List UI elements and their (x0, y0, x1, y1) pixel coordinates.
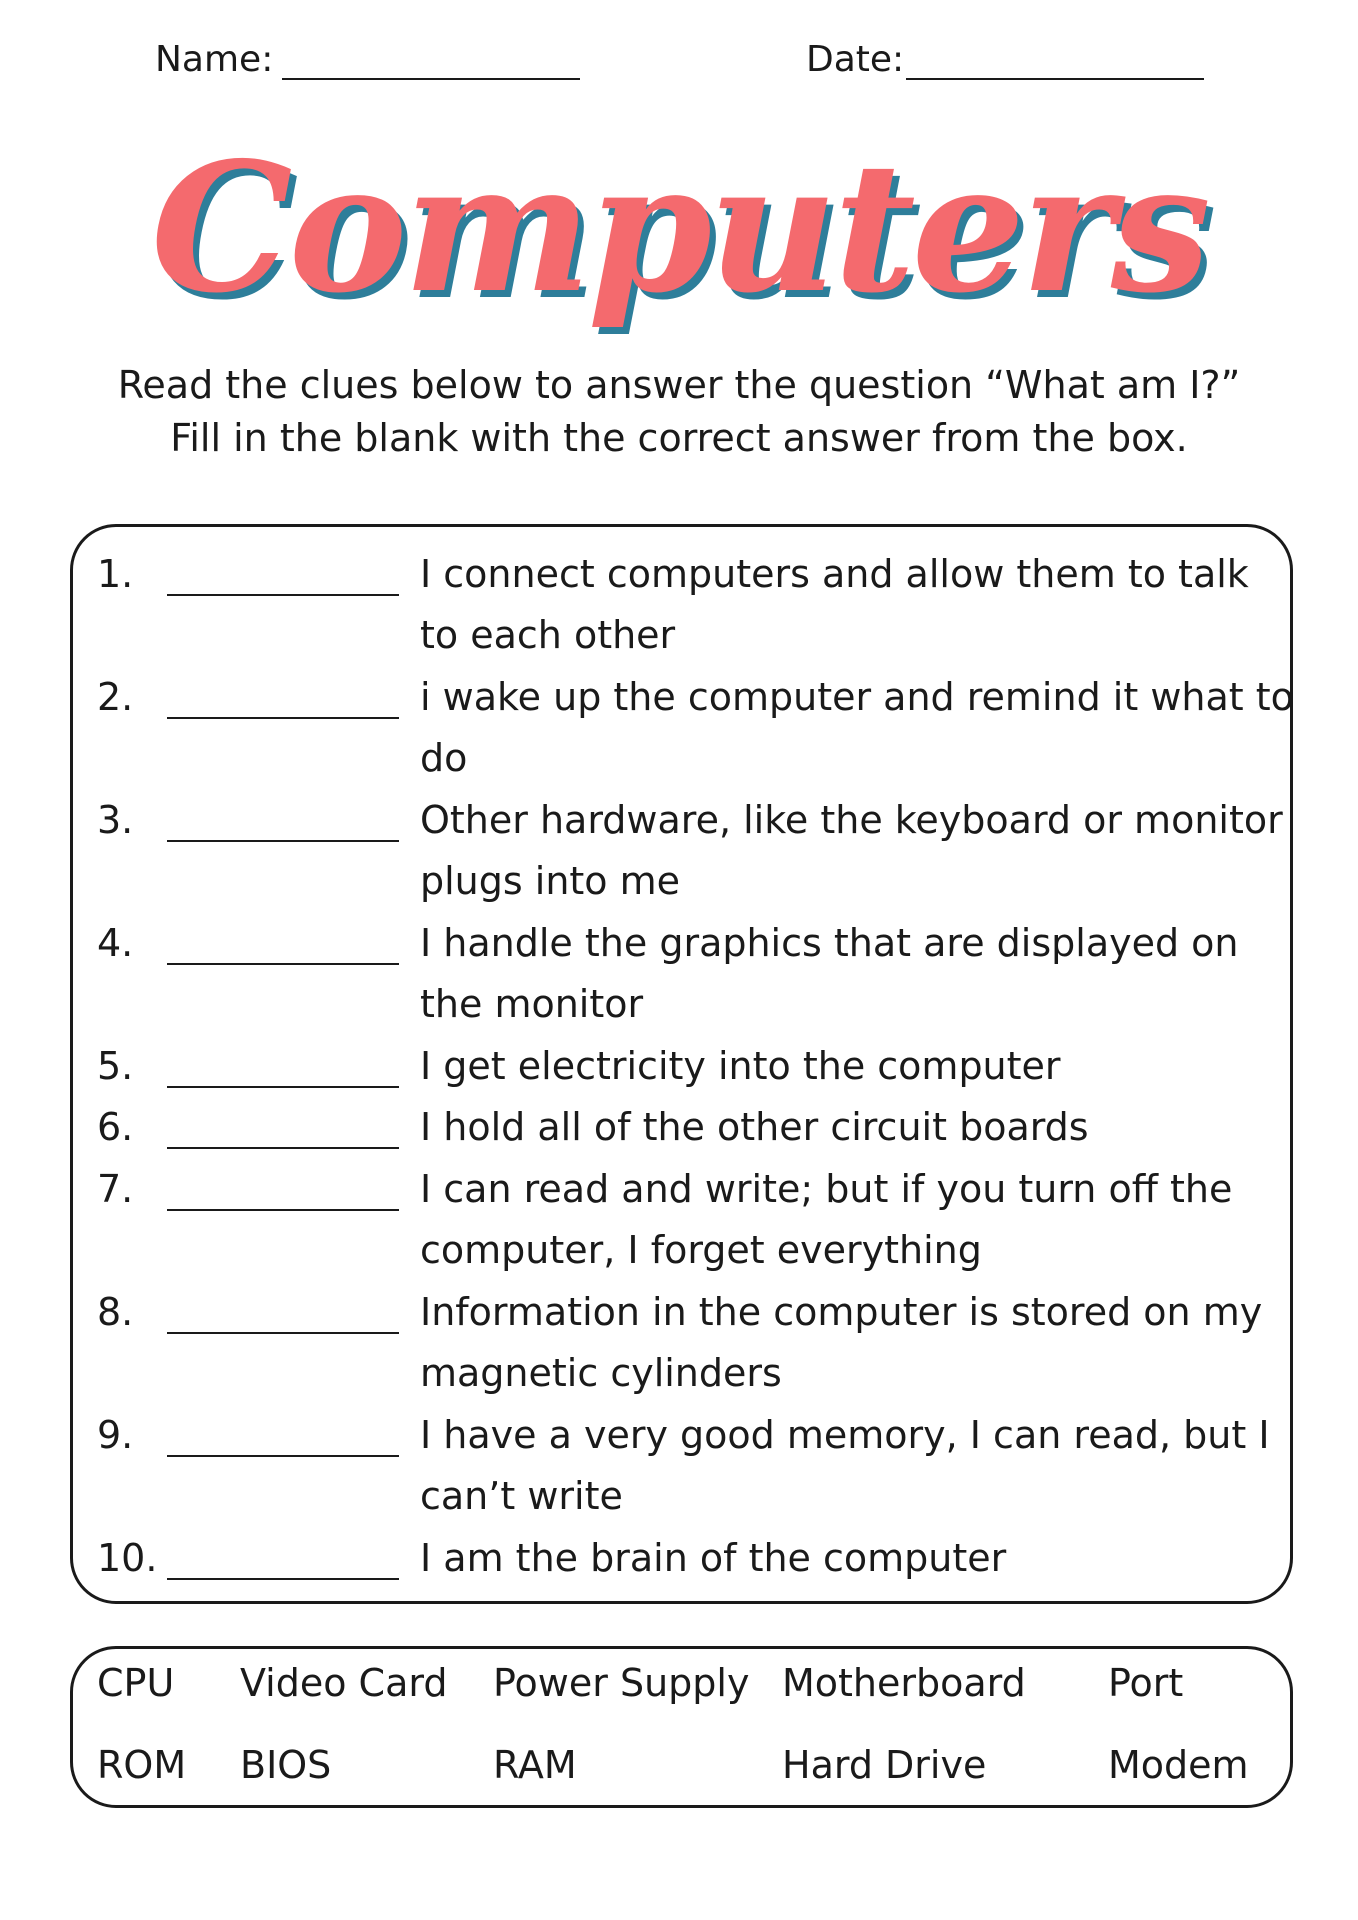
instructions-line-2: Fill in the blank with the correct answer from the box. (170, 416, 1188, 460)
clue-text: magnetic cylinders (420, 1351, 782, 1395)
word-bank-item-bios: BIOS (240, 1743, 332, 1787)
clue-number: 3. (97, 798, 134, 842)
word-bank-item-hard-drive: Hard Drive (782, 1743, 987, 1787)
word-bank-item-modem: Modem (1108, 1743, 1249, 1787)
clue-text: Information in the computer is stored on my (420, 1290, 1263, 1334)
clue-text: I get electricity into the computer (420, 1044, 1061, 1088)
clue-number: 8. (97, 1290, 134, 1334)
clue-text: plugs into me (420, 859, 681, 903)
clue-number: 10. (97, 1536, 158, 1580)
clue-text: I have a very good memory, I can read, but I (420, 1413, 1270, 1457)
instructions-line-1: Read the clues below to answer the question “What am I?” (117, 363, 1241, 407)
clue-text: the monitor (420, 982, 644, 1026)
clue-number: 5. (97, 1044, 134, 1088)
answer-blank-5[interactable] (167, 1086, 399, 1088)
clue-text: Other hardware, like the keyboard or monitor (420, 798, 1283, 842)
clue-text: do (420, 736, 468, 780)
date-label: Date: (806, 39, 905, 80)
name-blank-line[interactable] (282, 78, 580, 80)
word-bank-item-video-card: Video Card (240, 1661, 448, 1705)
answer-blank-7[interactable] (167, 1209, 399, 1211)
clue-text: can’t write (420, 1474, 623, 1518)
clue-number: 1. (97, 552, 134, 596)
word-bank-item-power-supply: Power Supply (493, 1661, 750, 1705)
word-bank-item-motherboard: Motherboard (782, 1661, 1026, 1705)
clue-text: to each other (420, 613, 676, 657)
page-title: Computers (150, 123, 1208, 332)
name-label: Name: (155, 39, 274, 80)
answer-blank-9[interactable] (167, 1455, 399, 1457)
word-bank-item-ram: RAM (493, 1743, 577, 1787)
word-bank-item-cpu: CPU (97, 1661, 175, 1705)
answer-blank-4[interactable] (167, 963, 399, 965)
clue-text: I handle the graphics that are displayed on (420, 921, 1239, 965)
word-bank-item-rom: ROM (97, 1743, 187, 1787)
clue-number: 2. (97, 675, 134, 719)
answer-blank-1[interactable] (167, 594, 399, 596)
answer-blank-8[interactable] (167, 1332, 399, 1334)
answer-blank-2[interactable] (167, 717, 399, 719)
word-bank-item-port: Port (1108, 1661, 1184, 1705)
clue-number: 7. (97, 1167, 134, 1211)
clue-text: I am the brain of the computer (420, 1536, 1007, 1580)
clue-text: I connect computers and allow them to talk (420, 552, 1249, 596)
clue-number: 9. (97, 1413, 134, 1457)
answer-blank-3[interactable] (167, 840, 399, 842)
clue-text: I can read and write; but if you turn off the (420, 1167, 1233, 1211)
clue-text: computer, I forget everything (420, 1228, 982, 1272)
date-blank-line[interactable] (906, 78, 1204, 80)
clue-number: 4. (97, 921, 134, 965)
clue-text: i wake up the computer and remind it what to (420, 675, 1294, 719)
answer-blank-10[interactable] (167, 1578, 399, 1580)
clue-text: I hold all of the other circuit boards (420, 1105, 1089, 1149)
clue-number: 6. (97, 1105, 134, 1149)
answer-blank-6[interactable] (167, 1147, 399, 1149)
